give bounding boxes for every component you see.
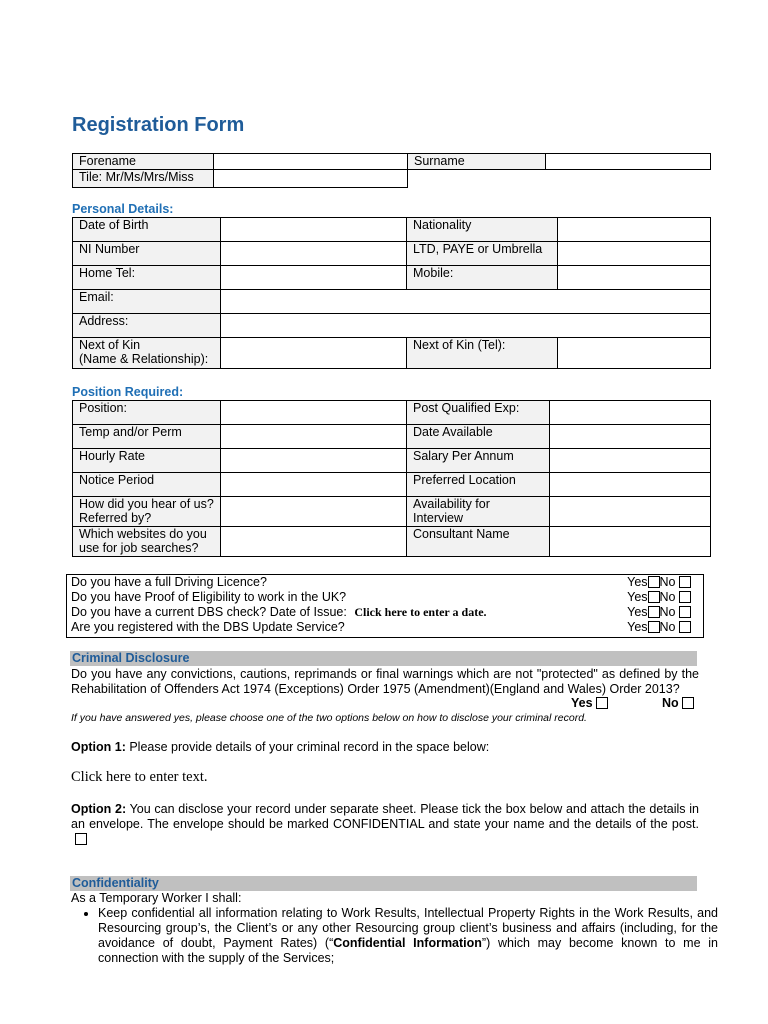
next-of-kin-tel-field[interactable] [558,338,711,369]
ltd-paye-field[interactable] [558,242,711,266]
next-of-kin-tel-label: Next of Kin (Tel): [407,338,558,369]
title-label: Tile: Mr/Ms/Mrs/Miss [73,170,214,188]
hourly-rate-label: Hourly Rate [73,449,221,473]
dob-label: Date of Birth [73,218,221,242]
availability-label: Availability for Interview [407,497,550,527]
position-label: Position: [73,401,221,425]
temp-perm-label: Temp and/or Perm [73,425,221,449]
temp-perm-field[interactable] [221,425,407,449]
forename-label: Forename [73,154,214,170]
forename-field[interactable] [214,154,408,170]
home-tel-field[interactable] [221,266,407,290]
post-qualified-label: Post Qualified Exp: [407,401,550,425]
surname-field[interactable] [546,154,711,170]
date-available-field[interactable] [550,425,711,449]
date-available-label: Date Available [407,425,550,449]
driving-licence-question: Do you have a full Driving Licence? Yes No [71,575,699,590]
preferred-location-label: Preferred Location [407,473,550,497]
dob-field[interactable] [221,218,407,242]
criminal-no-option: No [662,696,694,710]
option2-checkbox[interactable] [75,833,87,845]
nationality-field[interactable] [558,218,711,242]
websites-label: Which websites do you use for job searches? [73,527,221,557]
criminal-disclosure-heading: Criminal Disclosure [70,651,697,666]
confidentiality-list [78,906,718,966]
title-field[interactable] [214,170,408,188]
eligibility-yes-checkbox[interactable] [648,591,660,603]
salary-field[interactable] [550,449,711,473]
post-qualified-field[interactable] [550,401,711,425]
salary-label: Salary Per Annum [407,449,550,473]
consultant-label: Consultant Name [407,527,550,557]
websites-field[interactable] [221,527,407,557]
dbs-check-question: Do you have a current DBS check? Date of Issue: Click here to enter a date. Yes No [71,605,699,620]
notice-period-field[interactable] [221,473,407,497]
next-of-kin-field[interactable] [221,338,407,369]
dbs-check-yes-checkbox[interactable] [648,606,660,618]
hear-of-us-label: How did you hear of us? Referred by? [73,497,221,527]
ni-number-label: NI Number [73,242,221,266]
email-field[interactable] [221,290,711,314]
dbs-update-question: Are you registered with the DBS Update Service? Yes No [71,620,699,635]
ni-number-field[interactable] [221,242,407,266]
criminal-record-text-field[interactable]: Click here to enter text. [71,769,208,785]
position-field[interactable] [221,401,407,425]
ltd-paye-label: LTD, PAYE or Umbrella [407,242,558,266]
surname-label: Surname [408,154,546,170]
criminal-disclosure-text: Do you have any convictions, cautions, reprimands or final warnings which are not "protected" as defined by the Rehabilitation of Offenders Act 1974 (Exceptions) Order 1975 (Amendment)(England and Wales) Order 2013? [71,667,699,696]
dbs-date-picker[interactable]: Click here to enter a date. [354,605,487,619]
list-item: • Keep confidential all information relating to Work Results, Intellectual Property Rights in the Work Results, and Resourcing group’s, the Client’s or any other Resourcing group client’s business and affairs (including, for the avoidance of doubt, Payment Rates) (“Confidential Information”) which may become known to me in connection with the supply of the Services; [98,906,718,966]
dbs-check-no-checkbox[interactable] [679,606,691,618]
position-table [72,400,711,557]
dbs-update-yes-checkbox[interactable] [648,621,660,633]
home-tel-label: Home Tel: [73,266,221,290]
criminal-yes-option: Yes [571,696,608,710]
address-field[interactable] [221,314,711,338]
criminal-note: If you have answered yes, please choose one of the two options below on how to disclose your criminal record. [71,712,587,724]
confidentiality-intro: As a Temporary Worker I shall: [71,891,242,905]
hear-of-us-field[interactable] [221,497,407,527]
availability-field[interactable] [550,497,711,527]
criminal-yes-checkbox[interactable] [596,697,608,709]
notice-period-label: Notice Period [73,473,221,497]
option1-text: Option 1: Please provide details of your criminal record in the space below: [71,740,490,754]
next-of-kin-label: Next of Kin (Name & Relationship): [73,338,221,369]
driving-licence-no-checkbox[interactable] [679,576,691,588]
position-required-heading: Position Required: [72,385,184,399]
eligibility-question: Do you have Proof of Eligibility to work in the UK? Yes No [71,590,699,605]
page-title: Registration Form [72,114,245,136]
eligibility-questions [66,574,704,638]
personal-details-table [72,217,711,369]
nationality-label: Nationality [407,218,558,242]
confidentiality-heading: Confidentiality [70,876,697,891]
criminal-no-checkbox[interactable] [682,697,694,709]
option2-text: Option 2: You can disclose your record under separate sheet. Please tick the box below and attach the details in an envelope. The envelope should be marked CONFIDENTIAL and state your name and the details of the post. [71,802,699,847]
preferred-location-field[interactable] [550,473,711,497]
consultant-field[interactable] [550,527,711,557]
dbs-update-no-checkbox[interactable] [679,621,691,633]
name-table [72,153,711,188]
address-label: Address: [73,314,221,338]
driving-licence-yes-checkbox[interactable] [648,576,660,588]
email-label: Email: [73,290,221,314]
personal-details-heading: Personal Details: [72,202,174,216]
mobile-label: Mobile: [407,266,558,290]
mobile-field[interactable] [558,266,711,290]
hourly-rate-field[interactable] [221,449,407,473]
eligibility-no-checkbox[interactable] [679,591,691,603]
